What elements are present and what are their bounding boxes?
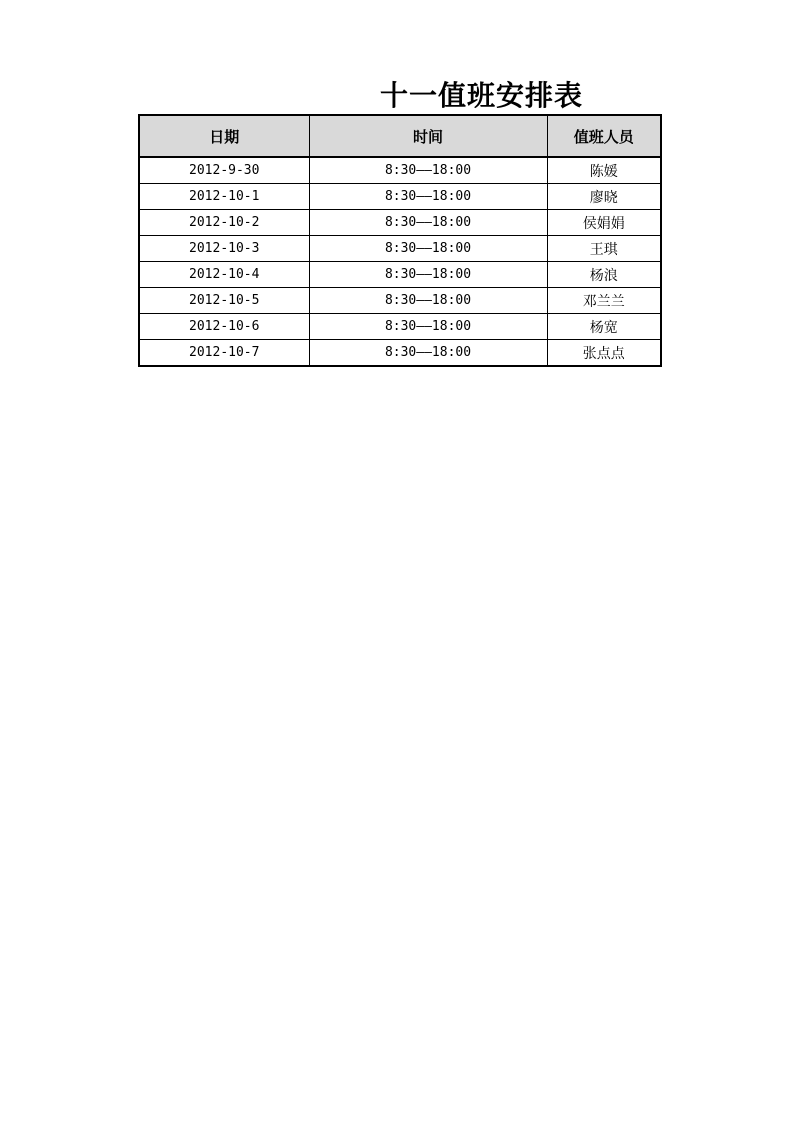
cell-time: 8:30——18:00 xyxy=(309,314,547,340)
table-row xyxy=(139,340,661,367)
cell-time: 8:30——18:00 xyxy=(309,184,547,210)
cell-person: 侯娟娟 xyxy=(547,210,661,236)
cell-date: 2012-10-3 xyxy=(139,236,309,262)
header-date: 日期 xyxy=(139,115,309,157)
cell-person: 杨宽 xyxy=(547,314,661,340)
cell-person: 陈媛 xyxy=(547,157,661,184)
cell-time: 8:30——18:00 xyxy=(309,288,547,314)
table-row xyxy=(139,157,661,184)
cell-person: 张点点 xyxy=(547,340,661,367)
table-row xyxy=(139,288,661,314)
cell-time: 8:30——18:00 xyxy=(309,157,547,184)
cell-person: 邓兰兰 xyxy=(547,288,661,314)
header-time: 时间 xyxy=(309,115,547,157)
cell-date: 2012-10-2 xyxy=(139,210,309,236)
cell-time: 8:30——18:00 xyxy=(309,236,547,262)
cell-person: 杨浪 xyxy=(547,262,661,288)
cell-date: 2012-10-6 xyxy=(139,314,309,340)
table-header-row xyxy=(139,115,661,157)
table-row xyxy=(139,184,661,210)
cell-date: 2012-10-7 xyxy=(139,340,309,367)
table-row xyxy=(139,262,661,288)
cell-time: 8:30——18:00 xyxy=(309,262,547,288)
page-title: 十一值班安排表 xyxy=(379,79,583,112)
cell-date: 2012-10-4 xyxy=(139,262,309,288)
cell-date: 2012-10-5 xyxy=(139,288,309,314)
table-row xyxy=(139,210,661,236)
cell-person: 王琪 xyxy=(547,236,661,262)
cell-time: 8:30——18:00 xyxy=(309,210,547,236)
header-person: 值班人员 xyxy=(547,115,661,157)
cell-date: 2012-9-30 xyxy=(139,157,309,184)
table-row xyxy=(139,314,661,340)
cell-person: 廖晓 xyxy=(547,184,661,210)
cell-time: 8:30——18:00 xyxy=(309,340,547,367)
cell-date: 2012-10-1 xyxy=(139,184,309,210)
duty-schedule-table xyxy=(138,114,662,367)
table-row xyxy=(139,236,661,262)
